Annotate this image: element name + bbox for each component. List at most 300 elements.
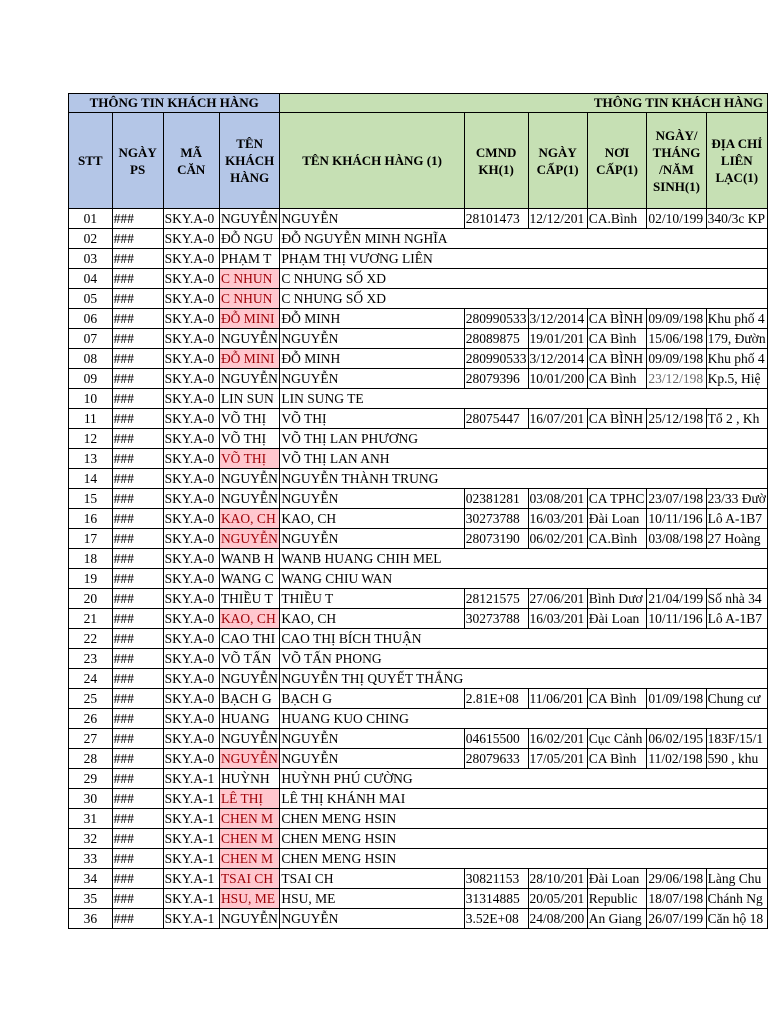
cell-cmnd[interactable] bbox=[464, 229, 528, 249]
cell-noi-cap[interactable]: Bình Dươ bbox=[587, 589, 647, 609]
cell-ten-khach-hang[interactable]: NGUYỄN bbox=[219, 369, 279, 389]
cell-dia-chi[interactable] bbox=[706, 829, 767, 849]
cell-ten-khach-hang[interactable]: TSAI CH bbox=[219, 869, 279, 889]
cell-ngay-sinh[interactable] bbox=[647, 249, 706, 269]
cell-ngay-cap[interactable] bbox=[528, 569, 587, 589]
cell-ten-khach-hang-1[interactable]: PHẠM THỊ VƯƠNG LIÊN bbox=[280, 249, 464, 269]
cell-ngay-ps[interactable]: ### bbox=[112, 709, 163, 729]
cell-ngay-ps[interactable]: ### bbox=[112, 389, 163, 409]
cell-dia-chi[interactable]: 23/33 Đườ bbox=[706, 489, 767, 509]
cell-ten-khach-hang[interactable]: VÕ THỊ bbox=[219, 449, 279, 469]
cell-ten-khach-hang[interactable]: THIỀU T bbox=[219, 589, 279, 609]
cell-ngay-sinh[interactable] bbox=[647, 469, 706, 489]
cell-ngay-ps[interactable]: ### bbox=[112, 309, 163, 329]
cell-ngay-cap[interactable] bbox=[528, 809, 587, 829]
cell-noi-cap[interactable] bbox=[587, 849, 647, 869]
cell-ngay-sinh[interactable] bbox=[647, 449, 706, 469]
cell-cmnd[interactable] bbox=[464, 809, 528, 829]
cell-ten-khach-hang-1[interactable]: WANB HUANG CHIH MEL bbox=[280, 549, 464, 569]
cell-stt[interactable]: 35 bbox=[69, 889, 113, 909]
cell-dia-chi[interactable] bbox=[706, 389, 767, 409]
cell-cmnd[interactable] bbox=[464, 849, 528, 869]
cell-ngay-sinh[interactable]: 10/11/196 bbox=[647, 609, 706, 629]
cell-dia-chi[interactable]: 340/3c KP bbox=[706, 209, 767, 229]
cell-noi-cap[interactable] bbox=[587, 229, 647, 249]
cell-ma-can[interactable]: SKY.A-1 bbox=[163, 889, 219, 909]
cell-ngay-ps[interactable]: ### bbox=[112, 669, 163, 689]
cell-dia-chi[interactable] bbox=[706, 429, 767, 449]
cell-ngay-ps[interactable]: ### bbox=[112, 229, 163, 249]
cell-ma-can[interactable]: SKY.A-0 bbox=[163, 389, 219, 409]
cell-ma-can[interactable]: SKY.A-0 bbox=[163, 469, 219, 489]
cell-stt[interactable]: 02 bbox=[69, 229, 113, 249]
cell-ten-khach-hang-1[interactable]: NGUYỄN bbox=[280, 209, 464, 229]
col-header-ngay-sinh-1[interactable]: NGÀY/ THÁNG /NĂM SINH(1) bbox=[647, 113, 706, 209]
cell-ten-khach-hang-1[interactable]: BẠCH G bbox=[280, 689, 464, 709]
cell-stt[interactable]: 21 bbox=[69, 609, 113, 629]
cell-noi-cap[interactable]: CA Bình bbox=[587, 369, 647, 389]
cell-ten-khach-hang-1[interactable]: KAO, CH bbox=[280, 609, 464, 629]
cell-ma-can[interactable]: SKY.A-0 bbox=[163, 649, 219, 669]
cell-ngay-cap[interactable] bbox=[528, 449, 587, 469]
cell-stt[interactable]: 28 bbox=[69, 749, 113, 769]
cell-ten-khach-hang-1[interactable]: C NHUNG SỐ XD bbox=[280, 269, 464, 289]
cell-ngay-cap[interactable] bbox=[528, 229, 587, 249]
cell-noi-cap[interactable]: CA Bình bbox=[587, 329, 647, 349]
cell-dia-chi[interactable] bbox=[706, 469, 767, 489]
cell-ten-khach-hang[interactable]: WANB H bbox=[219, 549, 279, 569]
cell-cmnd[interactable] bbox=[464, 789, 528, 809]
cell-cmnd[interactable]: 28073190 bbox=[464, 529, 528, 549]
cell-dia-chi[interactable]: Khu phố 4 bbox=[706, 309, 767, 329]
cell-ten-khach-hang[interactable]: NGUYỄN bbox=[219, 669, 279, 689]
col-header-stt[interactable]: STT bbox=[69, 113, 113, 209]
cell-ten-khach-hang[interactable]: HUANG bbox=[219, 709, 279, 729]
cell-cmnd[interactable] bbox=[464, 289, 528, 309]
cell-ngay-sinh[interactable]: 29/06/198 bbox=[647, 869, 706, 889]
cell-stt[interactable]: 23 bbox=[69, 649, 113, 669]
cell-cmnd[interactable] bbox=[464, 389, 528, 409]
cell-ten-khach-hang[interactable]: LIN SUN bbox=[219, 389, 279, 409]
cell-ma-can[interactable]: SKY.A-1 bbox=[163, 809, 219, 829]
cell-noi-cap[interactable] bbox=[587, 789, 647, 809]
cell-noi-cap[interactable]: CA Bình bbox=[587, 689, 647, 709]
cell-ngay-cap[interactable] bbox=[528, 289, 587, 309]
cell-ngay-cap[interactable]: 10/01/200 bbox=[528, 369, 587, 389]
cell-ten-khach-hang-1[interactable]: ĐỖ MINH bbox=[280, 309, 464, 329]
cell-ngay-sinh[interactable]: 15/06/198 bbox=[647, 329, 706, 349]
cell-ngay-sinh[interactable]: 09/09/198 bbox=[647, 309, 706, 329]
cell-stt[interactable]: 19 bbox=[69, 569, 113, 589]
cell-ngay-ps[interactable]: ### bbox=[112, 849, 163, 869]
cell-dia-chi[interactable]: Chánh Ng bbox=[706, 889, 767, 909]
cell-ngay-cap[interactable] bbox=[528, 709, 587, 729]
cell-ngay-ps[interactable]: ### bbox=[112, 489, 163, 509]
cell-ngay-cap[interactable]: 27/06/201 bbox=[528, 589, 587, 609]
cell-cmnd[interactable]: 28101473 bbox=[464, 209, 528, 229]
cell-stt[interactable]: 25 bbox=[69, 689, 113, 709]
cell-ngay-cap[interactable] bbox=[528, 629, 587, 649]
cell-ma-can[interactable]: SKY.A-0 bbox=[163, 449, 219, 469]
cell-ten-khach-hang[interactable]: NGUYỄN bbox=[219, 749, 279, 769]
cell-ten-khach-hang-1[interactable]: LIN SUNG TE bbox=[280, 389, 464, 409]
cell-stt[interactable]: 34 bbox=[69, 869, 113, 889]
cell-cmnd[interactable]: 02381281 bbox=[464, 489, 528, 509]
cell-dia-chi[interactable] bbox=[706, 629, 767, 649]
cell-ngay-ps[interactable]: ### bbox=[112, 449, 163, 469]
cell-noi-cap[interactable] bbox=[587, 809, 647, 829]
cell-ten-khach-hang[interactable]: NGUYỄN bbox=[219, 909, 279, 929]
cell-ten-khach-hang-1[interactable]: TSAI CH bbox=[280, 869, 464, 889]
cell-cmnd[interactable]: 28079396 bbox=[464, 369, 528, 389]
cell-noi-cap[interactable]: An Giang bbox=[587, 909, 647, 929]
cell-ten-khach-hang-1[interactable]: CAO THỊ BÍCH THUẬN bbox=[280, 629, 464, 649]
cell-stt[interactable]: 06 bbox=[69, 309, 113, 329]
cell-ngay-cap[interactable]: 03/08/201 bbox=[528, 489, 587, 509]
cell-cmnd[interactable] bbox=[464, 249, 528, 269]
cell-dia-chi[interactable] bbox=[706, 569, 767, 589]
cell-dia-chi[interactable]: Chung cư bbox=[706, 689, 767, 709]
cell-cmnd[interactable] bbox=[464, 429, 528, 449]
cell-ngay-ps[interactable]: ### bbox=[112, 789, 163, 809]
cell-noi-cap[interactable]: CA TPHC bbox=[587, 489, 647, 509]
cell-ngay-cap[interactable] bbox=[528, 829, 587, 849]
cell-cmnd[interactable]: 31314885 bbox=[464, 889, 528, 909]
cell-ngay-sinh[interactable] bbox=[647, 429, 706, 449]
cell-ten-khach-hang-1[interactable]: NGUYỄN bbox=[280, 329, 464, 349]
cell-ngay-cap[interactable] bbox=[528, 269, 587, 289]
cell-cmnd[interactable]: 28121575 bbox=[464, 589, 528, 609]
cell-ngay-ps[interactable]: ### bbox=[112, 469, 163, 489]
cell-ten-khach-hang[interactable]: NGUYỄN bbox=[219, 329, 279, 349]
cell-ma-can[interactable]: SKY.A-0 bbox=[163, 329, 219, 349]
cell-cmnd[interactable]: 280990533 bbox=[464, 309, 528, 329]
cell-ten-khach-hang-1[interactable]: HSU, ME bbox=[280, 889, 464, 909]
cell-ma-can[interactable]: SKY.A-0 bbox=[163, 409, 219, 429]
cell-noi-cap[interactable] bbox=[587, 549, 647, 569]
cell-noi-cap[interactable]: Đài Loan bbox=[587, 509, 647, 529]
cell-ngay-ps[interactable]: ### bbox=[112, 729, 163, 749]
cell-ten-khach-hang-1[interactable]: LÊ THỊ KHÁNH MAI bbox=[280, 789, 464, 809]
cell-dia-chi[interactable]: Lô A-1B7 bbox=[706, 609, 767, 629]
cell-dia-chi[interactable]: Làng Chu bbox=[706, 869, 767, 889]
cell-ten-khach-hang-1[interactable]: NGUYỄN bbox=[280, 369, 464, 389]
cell-ten-khach-hang-1[interactable]: HUỲNH PHÚ CƯỜNG bbox=[280, 769, 464, 789]
cell-stt[interactable]: 11 bbox=[69, 409, 113, 429]
cell-ngay-cap[interactable] bbox=[528, 649, 587, 669]
cell-dia-chi[interactable] bbox=[706, 849, 767, 869]
cell-ten-khach-hang[interactable]: VÕ THỊ bbox=[219, 429, 279, 449]
cell-ten-khach-hang[interactable]: PHẠM T bbox=[219, 249, 279, 269]
cell-stt[interactable]: 26 bbox=[69, 709, 113, 729]
cell-cmnd[interactable]: 04615500 bbox=[464, 729, 528, 749]
cell-ngay-ps[interactable]: ### bbox=[112, 829, 163, 849]
cell-ten-khach-hang[interactable]: BẠCH G bbox=[219, 689, 279, 709]
cell-ngay-ps[interactable]: ### bbox=[112, 589, 163, 609]
col-header-ma-can[interactable]: MÃ CĂN bbox=[163, 113, 219, 209]
cell-dia-chi[interactable] bbox=[706, 229, 767, 249]
cell-ngay-sinh[interactable] bbox=[647, 229, 706, 249]
col-header-dia-chi-1[interactable]: ĐỊA CHỈ LIÊN LẠC(1) bbox=[706, 113, 767, 209]
cell-ngay-cap[interactable] bbox=[528, 469, 587, 489]
cell-ngay-ps[interactable]: ### bbox=[112, 629, 163, 649]
cell-ngay-ps[interactable]: ### bbox=[112, 809, 163, 829]
cell-dia-chi[interactable] bbox=[706, 289, 767, 309]
col-header-ten-khach-hang[interactable]: TÊN KHÁCH HÀNG bbox=[219, 113, 279, 209]
cell-ma-can[interactable]: SKY.A-1 bbox=[163, 769, 219, 789]
cell-ma-can[interactable]: SKY.A-0 bbox=[163, 529, 219, 549]
cell-stt[interactable]: 08 bbox=[69, 349, 113, 369]
cell-cmnd[interactable] bbox=[464, 569, 528, 589]
cell-ngay-ps[interactable]: ### bbox=[112, 369, 163, 389]
cell-noi-cap[interactable] bbox=[587, 269, 647, 289]
cell-stt[interactable]: 01 bbox=[69, 209, 113, 229]
cell-cmnd[interactable] bbox=[464, 669, 528, 689]
cell-ngay-sinh[interactable]: 23/07/198 bbox=[647, 489, 706, 509]
cell-ngay-cap[interactable] bbox=[528, 549, 587, 569]
cell-stt[interactable]: 24 bbox=[69, 669, 113, 689]
cell-cmnd[interactable] bbox=[464, 769, 528, 789]
cell-ten-khach-hang-1[interactable]: CHEN MENG HSIN bbox=[280, 829, 464, 849]
cell-cmnd[interactable] bbox=[464, 549, 528, 569]
cell-stt[interactable]: 31 bbox=[69, 809, 113, 829]
cell-stt[interactable]: 12 bbox=[69, 429, 113, 449]
cell-ten-khach-hang[interactable]: CHEN M bbox=[219, 809, 279, 829]
cell-ten-khach-hang[interactable]: WANG C bbox=[219, 569, 279, 589]
cell-ngay-sinh[interactable] bbox=[647, 389, 706, 409]
cell-ten-khach-hang[interactable]: NGUYỄN bbox=[219, 209, 279, 229]
cell-dia-chi[interactable]: Kp.5, Hiệ bbox=[706, 369, 767, 389]
cell-ngay-sinh[interactable] bbox=[647, 649, 706, 669]
cell-ten-khach-hang[interactable]: NGUYỄN bbox=[219, 529, 279, 549]
cell-ma-can[interactable]: SKY.A-1 bbox=[163, 849, 219, 869]
cell-noi-cap[interactable] bbox=[587, 649, 647, 669]
cell-cmnd[interactable]: 280990533 bbox=[464, 349, 528, 369]
cell-ten-khach-hang[interactable]: LÊ THỊ bbox=[219, 789, 279, 809]
cell-ngay-sinh[interactable] bbox=[647, 289, 706, 309]
cell-noi-cap[interactable]: Đài Loan bbox=[587, 609, 647, 629]
cell-ngay-ps[interactable]: ### bbox=[112, 329, 163, 349]
cell-stt[interactable]: 05 bbox=[69, 289, 113, 309]
cell-ngay-sinh[interactable]: 21/04/199 bbox=[647, 589, 706, 609]
cell-noi-cap[interactable] bbox=[587, 249, 647, 269]
cell-ngay-ps[interactable]: ### bbox=[112, 509, 163, 529]
cell-dia-chi[interactable]: Số nhà 34 bbox=[706, 589, 767, 609]
cell-noi-cap[interactable] bbox=[587, 429, 647, 449]
cell-ngay-sinh[interactable]: 03/08/198 bbox=[647, 529, 706, 549]
cell-ten-khach-hang-1[interactable]: CHEN MENG HSIN bbox=[280, 809, 464, 829]
cell-ma-can[interactable]: SKY.A-1 bbox=[163, 789, 219, 809]
cell-noi-cap[interactable]: CA BÌNH bbox=[587, 349, 647, 369]
cell-ngay-sinh[interactable]: 09/09/198 bbox=[647, 349, 706, 369]
cell-ngay-cap[interactable]: 16/07/201 bbox=[528, 409, 587, 429]
cell-ma-can[interactable]: SKY.A-0 bbox=[163, 309, 219, 329]
cell-stt[interactable]: 18 bbox=[69, 549, 113, 569]
cell-ten-khach-hang-1[interactable]: KAO, CH bbox=[280, 509, 464, 529]
cell-ngay-cap[interactable]: 12/12/201 bbox=[528, 209, 587, 229]
cell-ma-can[interactable]: SKY.A-1 bbox=[163, 909, 219, 929]
cell-cmnd[interactable] bbox=[464, 709, 528, 729]
cell-stt[interactable]: 15 bbox=[69, 489, 113, 509]
cell-ngay-sinh[interactable] bbox=[647, 809, 706, 829]
cell-dia-chi[interactable]: Lô A-1B7 bbox=[706, 509, 767, 529]
cell-ngay-sinh[interactable]: 18/07/198 bbox=[647, 889, 706, 909]
cell-stt[interactable]: 04 bbox=[69, 269, 113, 289]
cell-ngay-ps[interactable]: ### bbox=[112, 889, 163, 909]
cell-ten-khach-hang-1[interactable]: VÕ THỊ LAN PHƯƠNG bbox=[280, 429, 464, 449]
cell-ten-khach-hang[interactable]: VÕ THỊ bbox=[219, 409, 279, 429]
cell-cmnd[interactable]: 28089875 bbox=[464, 329, 528, 349]
cell-ma-can[interactable]: SKY.A-0 bbox=[163, 489, 219, 509]
cell-ngay-ps[interactable]: ### bbox=[112, 649, 163, 669]
cell-ten-khach-hang[interactable]: NGUYỄN bbox=[219, 469, 279, 489]
cell-ma-can[interactable]: SKY.A-0 bbox=[163, 729, 219, 749]
cell-ten-khach-hang[interactable]: ĐỖ MINI bbox=[219, 349, 279, 369]
cell-cmnd[interactable] bbox=[464, 829, 528, 849]
cell-ten-khach-hang-1[interactable]: NGUYỄN bbox=[280, 729, 464, 749]
cell-ngay-sinh[interactable]: 06/02/195 bbox=[647, 729, 706, 749]
cell-dia-chi[interactable]: 590 , khu bbox=[706, 749, 767, 769]
cell-ten-khach-hang[interactable]: HSU, ME bbox=[219, 889, 279, 909]
cell-ngay-sinh[interactable]: 01/09/198 bbox=[647, 689, 706, 709]
cell-dia-chi[interactable] bbox=[706, 769, 767, 789]
cell-ten-khach-hang-1[interactable]: NGUYỄN THÀNH TRUNG bbox=[280, 469, 464, 489]
cell-noi-cap[interactable] bbox=[587, 629, 647, 649]
cell-noi-cap[interactable]: CA Bình bbox=[587, 749, 647, 769]
cell-noi-cap[interactable] bbox=[587, 389, 647, 409]
cell-ten-khach-hang[interactable]: KAO, CH bbox=[219, 509, 279, 529]
cell-ngay-sinh[interactable] bbox=[647, 269, 706, 289]
cell-ngay-ps[interactable]: ### bbox=[112, 289, 163, 309]
cell-dia-chi[interactable]: Khu phố 4 bbox=[706, 349, 767, 369]
cell-noi-cap[interactable] bbox=[587, 469, 647, 489]
cell-dia-chi[interactable] bbox=[706, 669, 767, 689]
cell-ma-can[interactable]: SKY.A-0 bbox=[163, 569, 219, 589]
cell-ma-can[interactable]: SKY.A-0 bbox=[163, 589, 219, 609]
cell-dia-chi[interactable]: Tổ 2 , Kh bbox=[706, 409, 767, 429]
cell-ngay-ps[interactable]: ### bbox=[112, 609, 163, 629]
cell-ngay-cap[interactable]: 16/03/201 bbox=[528, 609, 587, 629]
cell-noi-cap[interactable] bbox=[587, 569, 647, 589]
cell-ten-khach-hang-1[interactable]: CHEN MENG HSIN bbox=[280, 849, 464, 869]
cell-dia-chi[interactable] bbox=[706, 449, 767, 469]
cell-dia-chi[interactable] bbox=[706, 709, 767, 729]
cell-ten-khach-hang[interactable]: HUỲNH bbox=[219, 769, 279, 789]
cell-ma-can[interactable]: SKY.A-0 bbox=[163, 609, 219, 629]
cell-ngay-ps[interactable]: ### bbox=[112, 409, 163, 429]
cell-stt[interactable]: 29 bbox=[69, 769, 113, 789]
cell-ma-can[interactable]: SKY.A-0 bbox=[163, 669, 219, 689]
cell-ngay-sinh[interactable] bbox=[647, 789, 706, 809]
cell-ngay-sinh[interactable] bbox=[647, 669, 706, 689]
cell-ngay-ps[interactable]: ### bbox=[112, 429, 163, 449]
cell-ma-can[interactable]: SKY.A-0 bbox=[163, 629, 219, 649]
cell-cmnd[interactable]: 30273788 bbox=[464, 509, 528, 529]
cell-ten-khach-hang-1[interactable]: NGUYỄN THỊ QUYẾT THẮNG bbox=[280, 669, 464, 689]
cell-stt[interactable]: 33 bbox=[69, 849, 113, 869]
col-header-cmnd-kh-1[interactable]: CMND KH(1) bbox=[464, 113, 528, 209]
cell-dia-chi[interactable] bbox=[706, 269, 767, 289]
cell-ngay-cap[interactable]: 11/06/201 bbox=[528, 689, 587, 709]
cell-cmnd[interactable] bbox=[464, 269, 528, 289]
cell-ngay-cap[interactable]: 24/08/200 bbox=[528, 909, 587, 929]
cell-ngay-cap[interactable]: 06/02/201 bbox=[528, 529, 587, 549]
cell-dia-chi[interactable] bbox=[706, 809, 767, 829]
cell-dia-chi[interactable] bbox=[706, 549, 767, 569]
cell-noi-cap[interactable] bbox=[587, 769, 647, 789]
cell-ten-khach-hang-1[interactable]: VÕ THỊ LAN ANH bbox=[280, 449, 464, 469]
cell-stt[interactable]: 27 bbox=[69, 729, 113, 749]
cell-noi-cap[interactable]: CA.Bình bbox=[587, 209, 647, 229]
cell-dia-chi[interactable]: Căn hộ 18 bbox=[706, 909, 767, 929]
cell-ten-khach-hang-1[interactable]: ĐỖ NGUYỄN MINH NGHĨA bbox=[280, 229, 464, 249]
cell-noi-cap[interactable] bbox=[587, 669, 647, 689]
col-header-ten-khach-hang-1[interactable]: TÊN KHÁCH HÀNG (1) bbox=[280, 113, 464, 209]
cell-ngay-cap[interactable] bbox=[528, 669, 587, 689]
cell-ngay-sinh[interactable] bbox=[647, 549, 706, 569]
cell-ngay-cap[interactable]: 3/12/2014 bbox=[528, 349, 587, 369]
cell-cmnd[interactable]: 2.81E+08 bbox=[464, 689, 528, 709]
cell-ten-khach-hang-1[interactable]: VÕ THỊ bbox=[280, 409, 464, 429]
cell-noi-cap[interactable] bbox=[587, 709, 647, 729]
cell-ngay-sinh[interactable]: 02/10/199 bbox=[647, 209, 706, 229]
cell-stt[interactable]: 20 bbox=[69, 589, 113, 609]
cell-ngay-sinh[interactable] bbox=[647, 829, 706, 849]
cell-ten-khach-hang[interactable]: CAO THI bbox=[219, 629, 279, 649]
cell-stt[interactable]: 03 bbox=[69, 249, 113, 269]
cell-ngay-sinh[interactable] bbox=[647, 629, 706, 649]
cell-ten-khach-hang[interactable]: KAO, CH bbox=[219, 609, 279, 629]
cell-ngay-ps[interactable]: ### bbox=[112, 549, 163, 569]
cell-cmnd[interactable]: 28075447 bbox=[464, 409, 528, 429]
cell-ten-khach-hang[interactable]: NGUYỄN bbox=[219, 489, 279, 509]
cell-noi-cap[interactable]: Republic bbox=[587, 889, 647, 909]
cell-ngay-ps[interactable]: ### bbox=[112, 209, 163, 229]
cell-ten-khach-hang-1[interactable]: WANG CHIU WAN bbox=[280, 569, 464, 589]
cell-ten-khach-hang[interactable]: CHEN M bbox=[219, 849, 279, 869]
cell-ngay-ps[interactable]: ### bbox=[112, 249, 163, 269]
cell-stt[interactable]: 22 bbox=[69, 629, 113, 649]
cell-ngay-ps[interactable]: ### bbox=[112, 749, 163, 769]
cell-ten-khach-hang[interactable]: ĐỖ MINI bbox=[219, 309, 279, 329]
cell-ma-can[interactable]: SKY.A-0 bbox=[163, 549, 219, 569]
cell-ngay-ps[interactable]: ### bbox=[112, 909, 163, 929]
cell-dia-chi[interactable]: 183F/15/1 bbox=[706, 729, 767, 749]
cell-stt[interactable]: 30 bbox=[69, 789, 113, 809]
cell-ten-khach-hang[interactable]: NGUYỄN bbox=[219, 729, 279, 749]
cell-dia-chi[interactable] bbox=[706, 249, 767, 269]
cell-ngay-cap[interactable]: 19/01/201 bbox=[528, 329, 587, 349]
col-header-ngay-cap-1[interactable]: NGÀY CẤP(1) bbox=[528, 113, 587, 209]
cell-ma-can[interactable]: SKY.A-0 bbox=[163, 209, 219, 229]
cell-noi-cap[interactable]: CA.Bình bbox=[587, 529, 647, 549]
cell-ma-can[interactable]: SKY.A-0 bbox=[163, 509, 219, 529]
cell-ngay-cap[interactable]: 28/10/201 bbox=[528, 869, 587, 889]
cell-stt[interactable]: 32 bbox=[69, 829, 113, 849]
cell-ma-can[interactable]: SKY.A-0 bbox=[163, 289, 219, 309]
cell-cmnd[interactable]: 28079633 bbox=[464, 749, 528, 769]
cell-ten-khach-hang-1[interactable]: NGUYỄN bbox=[280, 489, 464, 509]
cell-ten-khach-hang[interactable]: C NHUN bbox=[219, 289, 279, 309]
cell-ma-can[interactable]: SKY.A-0 bbox=[163, 749, 219, 769]
cell-ngay-cap[interactable] bbox=[528, 429, 587, 449]
cell-dia-chi[interactable] bbox=[706, 789, 767, 809]
cell-ngay-cap[interactable]: 16/02/201 bbox=[528, 729, 587, 749]
cell-ma-can[interactable]: SKY.A-0 bbox=[163, 229, 219, 249]
cell-ngay-ps[interactable]: ### bbox=[112, 529, 163, 549]
cell-stt[interactable]: 16 bbox=[69, 509, 113, 529]
cell-ten-khach-hang-1[interactable]: HUANG KUO CHING bbox=[280, 709, 464, 729]
